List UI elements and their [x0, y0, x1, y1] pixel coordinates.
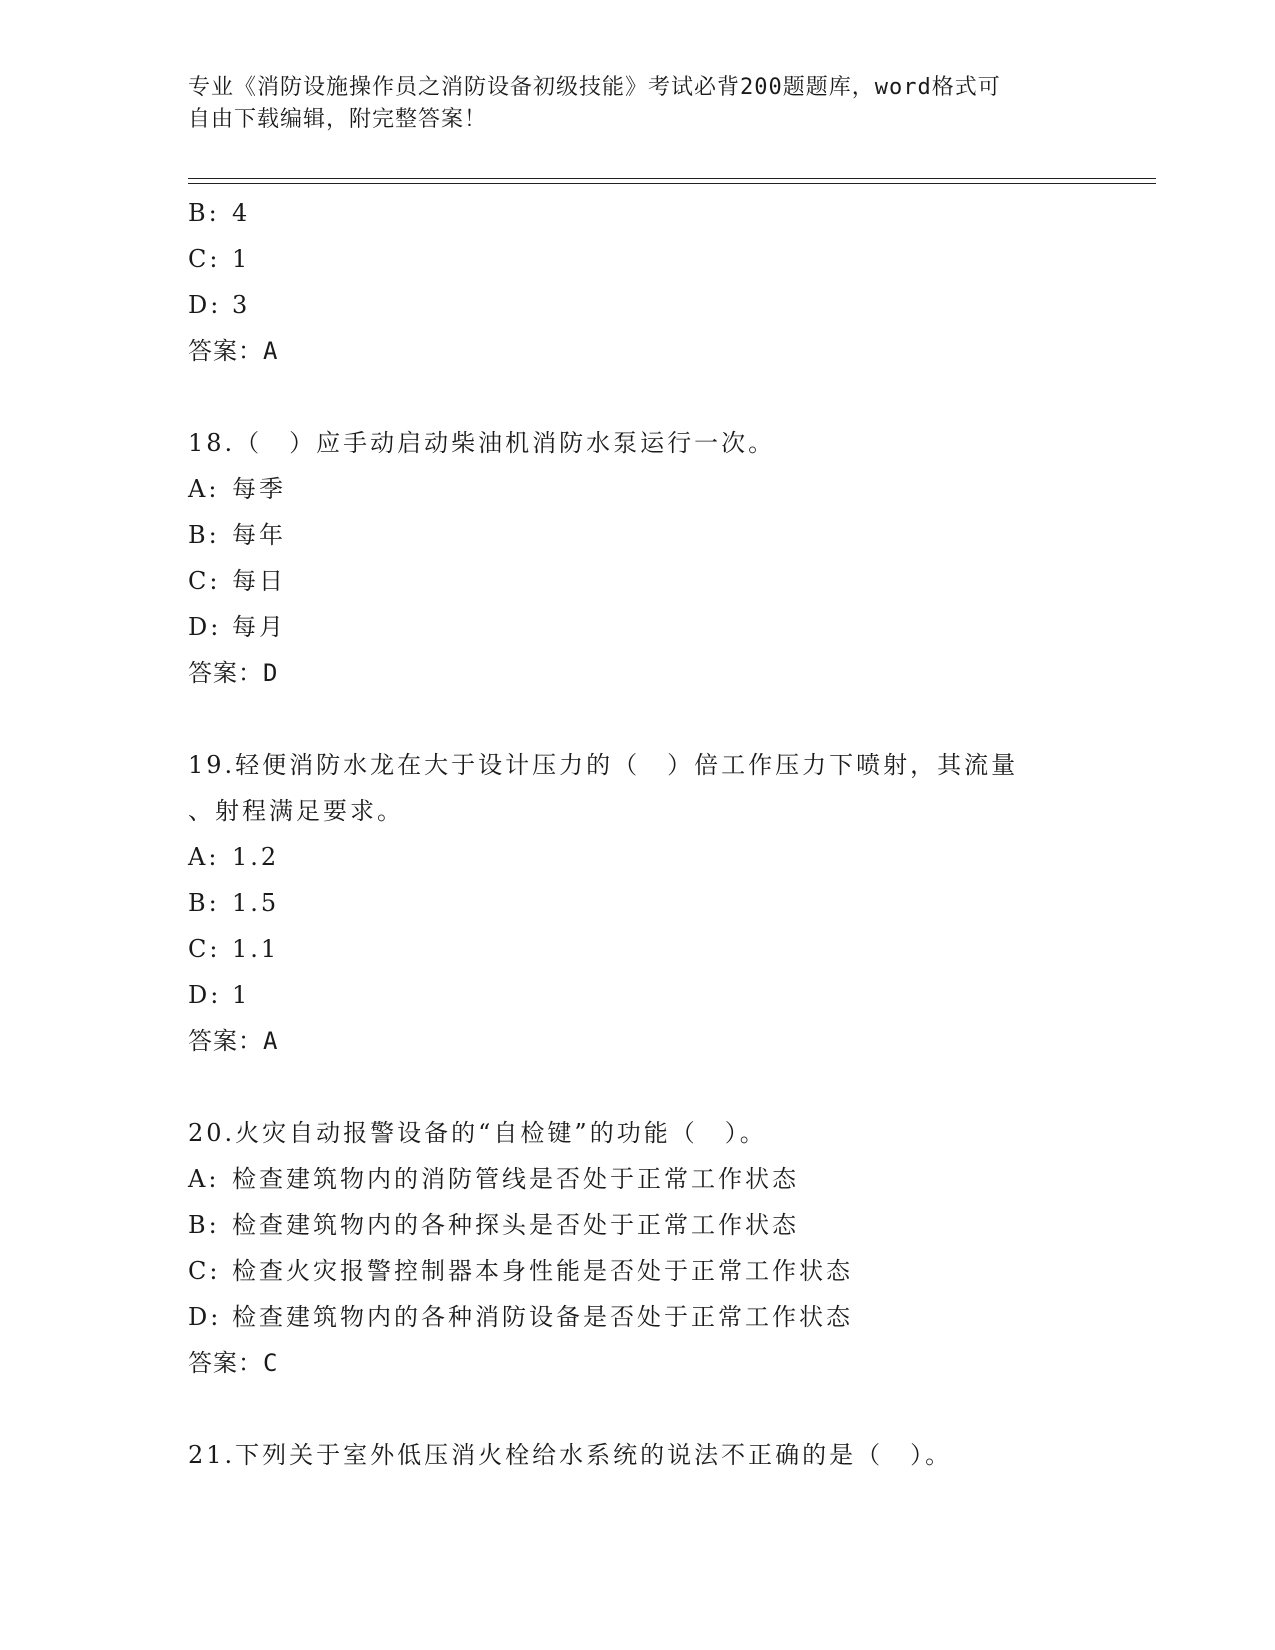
question-19-stem-line-2: 、射程满足要求。: [188, 797, 404, 825]
option-b: B: 4: [188, 199, 251, 227]
q20-answer: 答案：C: [188, 1349, 279, 1377]
question-18-stem: 18.（ ）应手动启动柴油机消防水泵运行一次。: [188, 429, 776, 457]
q20-option-b: B: 检查建筑物内的各种探头是否处于正常工作状态: [188, 1211, 799, 1239]
header-title-line-2: 自由下载编辑，附完整答案！: [188, 107, 488, 132]
option-c: C: 1: [188, 245, 251, 273]
option-d: D: 3: [188, 291, 251, 319]
spacer: [188, 374, 1138, 420]
document-header: [188, 72, 1088, 136]
q19-option-b: B: 1.5: [188, 889, 280, 917]
q20-option-c: C: 检查火灾报警控制器本身性能是否处于正常工作状态: [188, 1257, 853, 1285]
q19-option-a: A: 1.2: [188, 843, 280, 871]
q20-option-d: D: 检查建筑物内的各种消防设备是否处于正常工作状态: [188, 1303, 853, 1331]
q18-answer: 答案：D: [188, 659, 279, 687]
question-content: [188, 190, 1138, 1478]
answer-line: 答案：A: [188, 337, 279, 365]
question-21-stem: 21.下列关于室外低压消火栓给水系统的说法不正确的是（ ）。: [188, 1441, 953, 1469]
header-divider-bottom: [188, 183, 1156, 184]
spacer: [188, 696, 1138, 742]
q18-option-b: B: 每年: [188, 521, 286, 549]
q18-option-d: D: 每月: [188, 613, 286, 641]
header-divider-top: [188, 178, 1156, 179]
spacer: [188, 1386, 1138, 1432]
spacer: [188, 1064, 1138, 1110]
header-title-line-1: 专业《消防设施操作员之消防设备初级技能》考试必背200题题库，word格式可: [188, 75, 1001, 100]
q18-option-a: A: 每季: [188, 475, 286, 503]
question-20-stem: 20.火灾自动报警设备的“自检键”的功能（ ）。: [188, 1119, 767, 1147]
question-19-stem-line-1: 19.轻便消防水龙在大于设计压力的（ ）倍工作压力下喷射，其流量: [188, 751, 1019, 779]
q20-option-a: A: 检查建筑物内的消防管线是否处于正常工作状态: [188, 1165, 799, 1193]
q19-answer: 答案：A: [188, 1027, 279, 1055]
q18-option-c: C: 每日: [188, 567, 286, 595]
q19-option-c: C: 1.1: [188, 935, 280, 963]
q19-option-d: D: 1: [188, 981, 251, 1009]
